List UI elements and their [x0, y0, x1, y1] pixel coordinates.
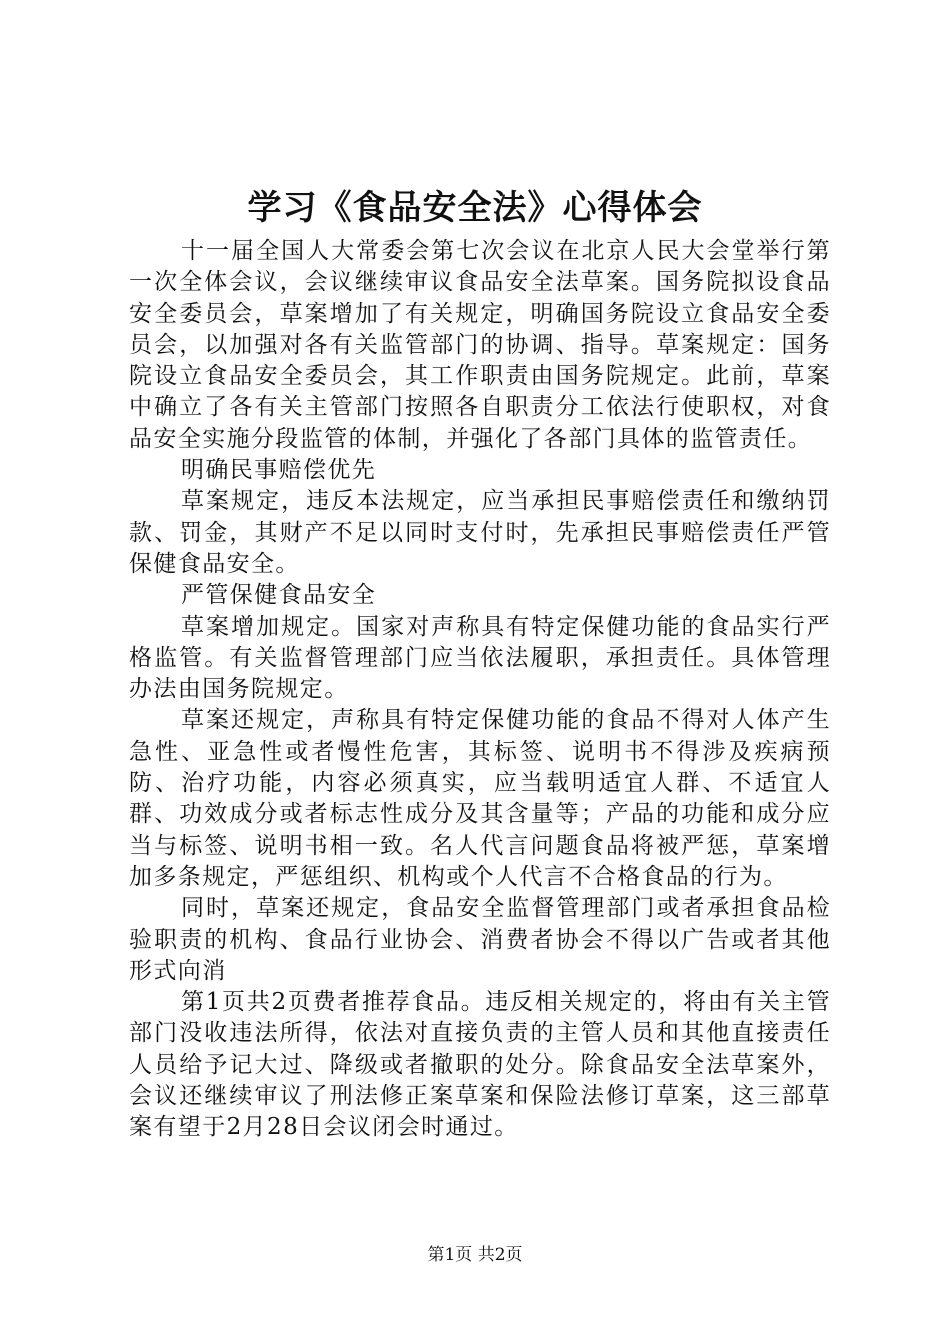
paragraph-no-endorsement: 同时，草案还规定，食品安全监督管理部门或者承担食品检验职责的机构、食品行业协会、消费者协会不得以广告或者其他形式向消 — [129, 895, 831, 984]
document-body — [129, 236, 831, 1144]
paragraph-intro: 十一届全国人大常委会第七次会议在北京人民大会堂举行第一次全体会议，会议继续审议食品安全法草案。国务院拟设食品安全委员会，草案增加了有关规定，明确国务院设立食品安全委员会，以加强对各有关监管部门的协调、指导。草案规定：国务院设立食品安全委员会，其工作职责由国务院规定。此前，草案中确立了各有关主管部门按照各自职责分工依法行使职权，对食品安全实施分段监管的体制，并强化了各部门具体的监管责任。 — [129, 238, 831, 452]
paragraph-health-food-labels: 草案还规定，声称具有特定保健功能的食品不得对人体产生急性、亚急性或者慢性危害，其标签、说明书不得涉及疾病预防、治疗功能，内容必须真实，应当载明适宜人群、不适宜人群、功效成分或者标志性成分及其含量等；产品的功能和成分应当与标签、说明书相一致。名人代言问题食品将被严惩，草案增加多条规定，严惩组织、机构或个人代言不合格食品的行为。 — [129, 707, 831, 890]
page-footer: 第1页 共2页 — [427, 1245, 523, 1265]
section-heading-health-food: 严管保健食品安全 — [181, 582, 377, 609]
paragraph-civil-compensation: 草案规定，违反本法规定，应当承担民事赔偿责任和缴纳罚款、罚金，其财产不足以同时支付时，先承担民事赔偿责任严管保健食品安全。 — [129, 488, 831, 577]
paragraph-penalties: 第1页共2页费者推荐食品。违反相关规定的，将由有关主管部门没收违法所得，依法对直接负责的主管人员和其他直接责任人员给予记大过、降级或者撤职的处分。除食品安全法草案外，会议还继续审议了刑法修正案草案和保险法修订草案，这三部草案有望于2月28日会议闭会时通过。 — [129, 989, 831, 1141]
section-heading-civil-compensation: 明确民事赔偿优先 — [181, 457, 377, 484]
paragraph-health-food-supervision: 草案增加规定。国家对声称具有特定保健功能的食品实行严格监管。有关监督管理部门应当依法履职，承担责任。具体管理办法由国务院规定。 — [129, 613, 831, 703]
document-title: 学习《食品安全法》心得体会 — [247, 188, 703, 228]
